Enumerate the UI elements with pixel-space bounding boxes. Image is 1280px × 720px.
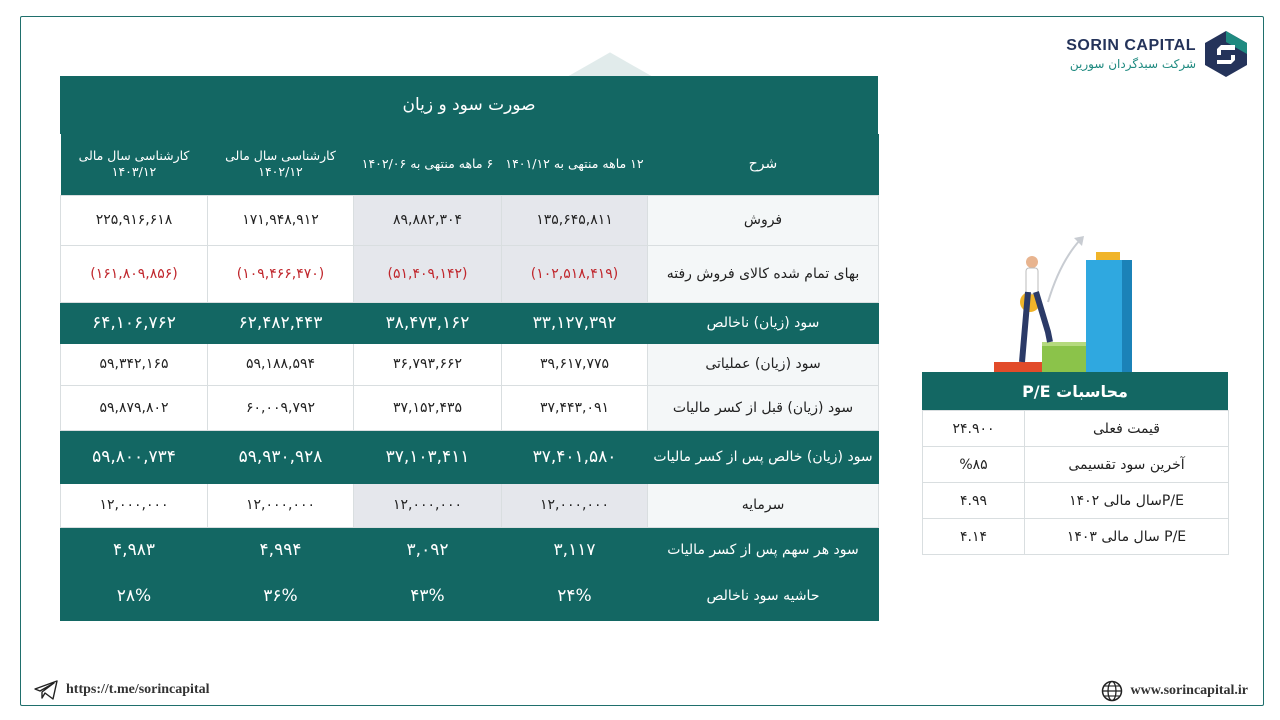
pe-label: P/Eسال مالی ۱۴۰۲ [1025, 483, 1229, 519]
pe-value: %۸۵ [923, 447, 1025, 483]
header-col-1401: ۱۲ ماهه منتهی به ۱۴۰۱/۱۲ [502, 134, 648, 195]
cell-value: ۳۳,۱۲۷,۳۹۲ [502, 302, 648, 343]
row-label: سود (زیان) ناخالص [648, 302, 879, 343]
pe-label: آخرین سود تقسیمی [1025, 447, 1229, 483]
cell-value: ۲۴% [502, 572, 648, 620]
growth-illustration [990, 232, 1140, 372]
cell-value: ۸۹,۸۸۲,۳۰۴ [354, 195, 502, 245]
brand-name-en: SORIN CAPITAL [1066, 37, 1196, 54]
telegram-icon [34, 680, 58, 700]
pe-value: ۲۴.۹۰۰ [923, 411, 1025, 447]
table-row [61, 430, 879, 483]
table-row [61, 195, 879, 245]
table-row [61, 527, 879, 572]
telegram-link[interactable] [34, 680, 210, 700]
cell-value: ۶۰,۰۰۹,۷۹۲ [208, 385, 354, 430]
row-label: سرمایه [648, 483, 879, 527]
table-header-row [61, 134, 879, 195]
brand-logo [1066, 30, 1248, 78]
cell-value: ۵۹,۱۸۸,۵۹۴ [208, 343, 354, 385]
cell-value: ۳۹,۶۱۷,۷۷۵ [502, 343, 648, 385]
cell-value: ۴۳% [354, 572, 502, 620]
table-row [923, 519, 1229, 555]
pe-table [922, 372, 1228, 555]
person-body [1026, 268, 1038, 294]
cell-value: (۱۶۱,۸۰۹,۸۵۶) [61, 245, 208, 302]
pe-title: محاسبات P/E [922, 372, 1228, 410]
pe-value: ۴.۹۹ [923, 483, 1025, 519]
table-row [61, 343, 879, 385]
cell-value: ۲۲۵,۹۱۶,۶۱۸ [61, 195, 208, 245]
table-row [923, 447, 1229, 483]
table-row [61, 302, 879, 343]
row-label: حاشیه سود ناخالص [648, 572, 879, 620]
cell-value: ۵۹,۸۷۹,۸۰۲ [61, 385, 208, 430]
row-label: سود (زیان) خالص پس از کسر مالیات [648, 430, 879, 483]
cell-value: ۳,۱۱۷ [502, 527, 648, 572]
income-statement-table [60, 76, 878, 620]
brand-name-fa: شرکت سبدگردان سورین [1069, 57, 1196, 71]
pe-value: ۴.۱۴ [923, 519, 1025, 555]
header-col-1402-12: کارشناسی سال مالی ۱۴۰۲/۱۲ [208, 134, 354, 195]
telegram-url[interactable]: https://t.me/sorincapital [66, 682, 210, 697]
table-row [61, 572, 879, 620]
cell-value: ۳۸,۴۷۳,۱۶۲ [354, 302, 502, 343]
cell-value: ۵۹,۸۰۰,۷۳۴ [61, 430, 208, 483]
person-head [1026, 256, 1038, 268]
pe-label: قیمت فعلی [1025, 411, 1229, 447]
header-col-1402-06: ۶ ماهه منتهی به ۱۴۰۲/۰۶ [354, 134, 502, 195]
header-col-1403-12: کارشناسی سال مالی ۱۴۰۳/۱۲ [61, 134, 208, 195]
bar-small [994, 362, 1046, 372]
table-title: صورت سود و زیان [60, 76, 878, 134]
cell-value: ۳۷,۴۴۳,۰۹۱ [502, 385, 648, 430]
globe-icon [1101, 680, 1123, 702]
row-label: بهای تمام شده کالای فروش رفته [648, 245, 879, 302]
cell-value: ۱۲,۰۰۰,۰۰۰ [354, 483, 502, 527]
bar-large-side [1122, 260, 1132, 372]
table-row [61, 245, 879, 302]
cell-value: (۵۱,۴۰۹,۱۴۲) [354, 245, 502, 302]
cell-value: (۱۰۹,۴۶۶,۴۷۰) [208, 245, 354, 302]
table-row [923, 411, 1229, 447]
website-link[interactable] [1101, 680, 1248, 702]
sorin-logo-icon [1204, 30, 1248, 78]
cell-value: ۶۴,۱۰۶,۷۶۲ [61, 302, 208, 343]
pe-label: P/E سال مالی ۱۴۰۳ [1025, 519, 1229, 555]
coin-stack-icon [1096, 252, 1120, 260]
bar-medium [1042, 342, 1086, 372]
row-label: سود (زیان) عملیاتی [648, 343, 879, 385]
cell-value: ۴,۹۹۴ [208, 527, 354, 572]
cell-value: ۱۲,۰۰۰,۰۰۰ [208, 483, 354, 527]
cell-value: ۱۲,۰۰۰,۰۰۰ [61, 483, 208, 527]
cell-value: (۱۰۲,۵۱۸,۴۱۹) [502, 245, 648, 302]
cell-value: ۳۶% [208, 572, 354, 620]
row-label: سود هر سهم پس از کسر مالیات [648, 527, 879, 572]
cell-value: ۳۶,۷۹۳,۶۶۲ [354, 343, 502, 385]
row-label: فروش [648, 195, 879, 245]
table-row [923, 483, 1229, 519]
cell-value: ۶۲,۴۸۲,۴۴۳ [208, 302, 354, 343]
row-label: سود (زیان) قبل از کسر مالیات [648, 385, 879, 430]
cell-value: ۳۷,۱۰۳,۴۱۱ [354, 430, 502, 483]
cell-value: ۳۷,۱۵۲,۴۳۵ [354, 385, 502, 430]
header-description: شرح [648, 134, 879, 195]
cell-value: ۵۹,۳۴۲,۱۶۵ [61, 343, 208, 385]
cell-value: ۵۹,۹۳۰,۹۲۸ [208, 430, 354, 483]
cell-value: ۱۲,۰۰۰,۰۰۰ [502, 483, 648, 527]
table-row [61, 483, 879, 527]
website-url[interactable]: www.sorincapital.ir [1130, 683, 1248, 698]
cell-value: ۱۷۱,۹۴۸,۹۱۲ [208, 195, 354, 245]
cell-value: ۲۸% [61, 572, 208, 620]
cell-value: ۳,۰۹۲ [354, 527, 502, 572]
bar-medium-top [1042, 342, 1086, 346]
cell-value: ۳۷,۴۰۱,۵۸۰ [502, 430, 648, 483]
growth-arrow-line [1048, 240, 1080, 302]
table-row [61, 385, 879, 430]
cell-value: ۱۳۵,۶۴۵,۸۱۱ [502, 195, 648, 245]
cell-value: ۴,۹۸۳ [61, 527, 208, 572]
